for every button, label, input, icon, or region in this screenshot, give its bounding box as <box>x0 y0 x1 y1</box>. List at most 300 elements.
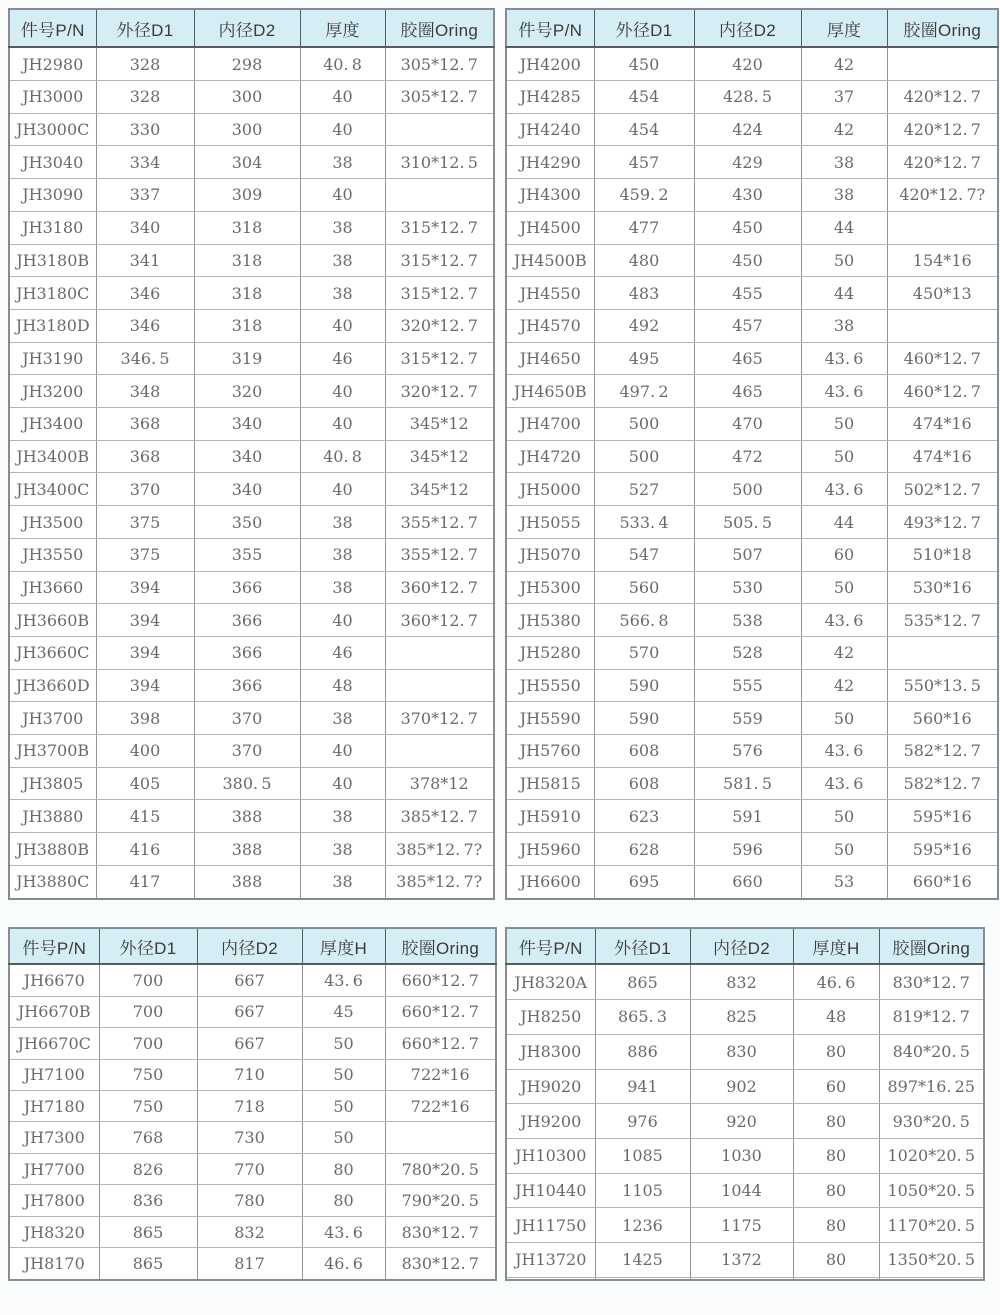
table-cell: 459. 2 <box>594 179 694 212</box>
table-cell: 608 <box>594 735 694 768</box>
table-cell: 495 <box>594 342 694 375</box>
table-cell: 48 <box>300 669 385 702</box>
table-cell: JH4700 <box>506 408 594 441</box>
table-cell: 1085 <box>595 1138 690 1173</box>
table-cell: 360*12. 7 <box>385 571 494 604</box>
table-cell: JH3400B <box>9 440 96 473</box>
column-header: 胶圈Oring <box>887 9 998 47</box>
table-cell: 830*12. 7 <box>879 964 984 1000</box>
table-cell: 886 <box>595 1034 690 1069</box>
table-row <box>506 277 998 310</box>
table-row <box>506 81 998 114</box>
column-header: 厚度 <box>801 9 887 47</box>
table-cell: 470 <box>694 408 801 441</box>
table-cell: 460*12. 7 <box>887 375 998 408</box>
table-row <box>9 408 494 441</box>
table-row <box>506 735 998 768</box>
table-cell: JH7800 <box>9 1185 99 1216</box>
table-cell: 320*12. 7 <box>385 309 494 342</box>
table-cell: 819*12. 7 <box>879 1000 984 1035</box>
table-row <box>9 309 494 342</box>
table-row <box>9 47 494 81</box>
table-cell: 80 <box>793 1208 879 1243</box>
table-cell: 865 <box>595 964 690 1000</box>
table-cell: 46 <box>300 636 385 669</box>
table-cell: 450*13 <box>887 277 998 310</box>
table-cell: JH4500B <box>506 244 594 277</box>
table-cell: JH5910 <box>506 800 594 833</box>
table-cell: 350 <box>194 506 300 539</box>
table-cell: 340 <box>194 440 300 473</box>
table-row <box>506 571 998 604</box>
table-cell: 667 <box>197 996 302 1027</box>
table-row <box>9 996 496 1027</box>
table-cell: JH4650 <box>506 342 594 375</box>
column-header: 厚度H <box>793 928 879 964</box>
table-cell: 355*12. 7 <box>385 506 494 539</box>
table-cell: 825 <box>690 1000 793 1035</box>
table-cell: JH7180 <box>9 1091 99 1122</box>
table-row <box>506 1208 984 1243</box>
table-cell: 375 <box>96 538 194 571</box>
table-row <box>506 604 998 637</box>
table-cell: 46. 6 <box>793 964 879 1000</box>
table-cell: 832 <box>690 964 793 1000</box>
table-cell <box>385 179 494 212</box>
table-cell: JH3180D <box>9 309 96 342</box>
table-cell: JH3000 <box>9 81 96 114</box>
table-cell: 660*12. 7 <box>385 1028 496 1059</box>
table-cell: 315*12. 7 <box>385 342 494 375</box>
table-cell: 420*12. 7 <box>887 113 998 146</box>
table-cell: 420*12. 7 <box>887 81 998 114</box>
table-cell: 535*12. 7 <box>887 604 998 637</box>
table-cell: JH3180B <box>9 244 96 277</box>
table-cell: 420*12. 7 <box>887 146 998 179</box>
table-cell: 865. 3 <box>595 1000 690 1035</box>
table-cell: JH4650B <box>506 375 594 408</box>
table-row <box>9 669 494 702</box>
table-cell: 38 <box>300 277 385 310</box>
table-row <box>506 1104 984 1139</box>
table-row <box>506 669 998 702</box>
table-row <box>506 1277 984 1280</box>
table-cell <box>887 47 998 81</box>
table-cell: JH5550 <box>506 669 594 702</box>
table-row <box>506 800 998 833</box>
table-cell: 346. 5 <box>96 342 194 375</box>
table-cell: 346 <box>96 309 194 342</box>
table-cell: JH9020 <box>506 1069 595 1104</box>
table-cell: 547 <box>594 538 694 571</box>
table-cell: 492 <box>594 309 694 342</box>
table-cell: 500 <box>594 408 694 441</box>
table-cell: 750 <box>99 1059 197 1090</box>
table-cell: 385*12. 7 <box>385 800 494 833</box>
table-row <box>9 735 494 768</box>
table-row <box>506 211 998 244</box>
table-cell: 318 <box>194 277 300 310</box>
table-cell: 42 <box>801 47 887 81</box>
table-cell: 50 <box>801 440 887 473</box>
column-header: 件号P/N <box>9 9 96 47</box>
table-row <box>9 81 494 114</box>
table-cell: JH8300 <box>506 1034 595 1069</box>
table-cell: JH7300 <box>9 1122 99 1153</box>
table-cell: 388 <box>194 800 300 833</box>
table-cell: 582*12. 7 <box>887 767 998 800</box>
table-cell: 560*16 <box>887 702 998 735</box>
table-cell: 43. 6 <box>801 342 887 375</box>
table-cell: 830 <box>690 1034 793 1069</box>
table-cell: 388 <box>194 865 300 899</box>
table-cell <box>385 669 494 702</box>
parts-table-bottom-right <box>505 927 985 1281</box>
column-header: 件号P/N <box>506 928 595 964</box>
table-cell: 315*12. 7 <box>385 277 494 310</box>
table-cell: 455 <box>694 277 801 310</box>
table-cell: 840*20. 5 <box>879 1034 984 1069</box>
table-cell: 315*12. 7 <box>385 244 494 277</box>
table-cell: 388 <box>194 833 300 866</box>
table-cell: 902 <box>690 1069 793 1104</box>
table-cell: 400 <box>96 735 194 768</box>
table-cell: JH3660B <box>9 604 96 637</box>
table-cell: 50 <box>302 1091 385 1122</box>
table-cell: 474*16 <box>887 408 998 441</box>
table-cell: 454 <box>594 81 694 114</box>
table-cell: JH3700B <box>9 735 96 768</box>
table-cell: 500 <box>694 473 801 506</box>
table-row <box>9 767 494 800</box>
table-row <box>506 1243 984 1278</box>
table-cell: 590 <box>594 669 694 702</box>
table-row <box>9 833 494 866</box>
table-row <box>9 1248 496 1280</box>
table-cell: 700 <box>99 1028 197 1059</box>
table-cell: 345*12 <box>385 440 494 473</box>
table-cell: JH3200 <box>9 375 96 408</box>
table-cell: 45 <box>302 996 385 1027</box>
table-cell: 40 <box>300 375 385 408</box>
table-cell: 43. 6 <box>801 473 887 506</box>
table-cell: JH5070 <box>506 538 594 571</box>
table-row <box>506 1069 984 1104</box>
table-cell: JH4300 <box>506 179 594 212</box>
table-cell: 976 <box>595 1104 690 1139</box>
table-cell: 43. 6 <box>801 735 887 768</box>
table-row <box>506 1000 984 1035</box>
column-header: 内径D2 <box>694 9 801 47</box>
table-row <box>9 1091 496 1122</box>
table-cell: 320*12. 7 <box>385 375 494 408</box>
table-cell: 1030 <box>690 1138 793 1173</box>
table-row <box>9 636 494 669</box>
parts-table-bottom-left <box>8 927 497 1281</box>
table-row <box>9 506 494 539</box>
table-cell: 722*16 <box>385 1059 496 1090</box>
table-row <box>506 408 998 441</box>
table-cell: 416 <box>96 833 194 866</box>
parts-table-top-left <box>8 8 495 900</box>
table-cell: 750 <box>99 1091 197 1122</box>
table-cell: 60 <box>793 1069 879 1104</box>
table-cell: 628 <box>594 833 694 866</box>
table-row <box>506 833 998 866</box>
column-header: 外径D1 <box>594 9 694 47</box>
table-cell: 1050*20. 5 <box>879 1173 984 1208</box>
table-cell: 830*12. 7 <box>385 1248 496 1280</box>
table-cell: 595*16 <box>887 800 998 833</box>
table-cell <box>793 1277 879 1280</box>
table-row <box>9 1122 496 1153</box>
table-cell: 378*12 <box>385 767 494 800</box>
table-cell: 718 <box>197 1091 302 1122</box>
table-cell: JH10300 <box>506 1138 595 1173</box>
table-cell: JH5000 <box>506 473 594 506</box>
table-cell: 832 <box>197 1216 302 1247</box>
table-cell: 493*12. 7 <box>887 506 998 539</box>
table-row <box>9 1216 496 1247</box>
table-row <box>506 342 998 375</box>
table-cell: JH5815 <box>506 767 594 800</box>
table-cell: 920 <box>690 1104 793 1139</box>
table-cell: 318 <box>194 309 300 342</box>
table-cell: 340 <box>194 408 300 441</box>
table-cell: 450 <box>694 211 801 244</box>
table-cell: JH8320A <box>506 964 595 1000</box>
table-cell: JH3000C <box>9 113 96 146</box>
table-row <box>9 571 494 604</box>
table-cell: JH5280 <box>506 636 594 669</box>
table-cell: JH8170 <box>9 1248 99 1280</box>
table-cell: 897*16. 25 <box>879 1069 984 1104</box>
table-cell: 472 <box>694 440 801 473</box>
table-row <box>506 47 998 81</box>
table-cell: 550*13. 5 <box>887 669 998 702</box>
table-cell: 465 <box>694 342 801 375</box>
table-cell: JH5055 <box>506 506 594 539</box>
table-cell: JH9200 <box>506 1104 595 1139</box>
table-cell: 80 <box>793 1243 879 1278</box>
table-cell: 80 <box>302 1185 385 1216</box>
table-cell: 40 <box>300 604 385 637</box>
column-header: 胶圈Oring <box>879 928 984 964</box>
table-row <box>506 538 998 571</box>
table-row <box>9 1059 496 1090</box>
table-row <box>506 865 998 899</box>
table-cell: 42 <box>801 113 887 146</box>
table-cell: JH4550 <box>506 277 594 310</box>
table-cell: 1044 <box>690 1173 793 1208</box>
table-cell: JH3880C <box>9 865 96 899</box>
column-header: 厚度H <box>302 928 385 964</box>
table-cell: 608 <box>594 767 694 800</box>
table-cell: 318 <box>194 211 300 244</box>
header-row <box>506 928 984 964</box>
table-cell: 660 <box>694 865 801 899</box>
table-cell: 38 <box>300 702 385 735</box>
table-cell: 780 <box>197 1185 302 1216</box>
table-cell: 385*12. 7? <box>385 833 494 866</box>
table-cell: 930*20. 5 <box>879 1104 984 1139</box>
table-cell: 450 <box>694 244 801 277</box>
column-header: 胶圈Oring <box>385 928 496 964</box>
table-cell: JH7100 <box>9 1059 99 1090</box>
table-cell: 40. 8 <box>300 47 385 81</box>
table-cell: 695 <box>594 865 694 899</box>
table-cell: JH4290 <box>506 146 594 179</box>
table-cell: 368 <box>96 408 194 441</box>
table-cell: 394 <box>96 669 194 702</box>
table-cell <box>595 1277 690 1280</box>
table-cell: 836 <box>99 1185 197 1216</box>
column-header: 外径D1 <box>96 9 194 47</box>
table-cell: 865 <box>99 1216 197 1247</box>
table-cell: JH6670 <box>9 964 99 996</box>
table-cell: 320 <box>194 375 300 408</box>
table-cell: 465 <box>694 375 801 408</box>
column-header: 厚度 <box>300 9 385 47</box>
table-cell: 454 <box>594 113 694 146</box>
table-cell: 660*12. 7 <box>385 996 496 1027</box>
table-cell: 330 <box>96 113 194 146</box>
table-cell: 700 <box>99 964 197 996</box>
table-cell: 80 <box>793 1104 879 1139</box>
table-cell: 48 <box>793 1000 879 1035</box>
table-cell: 428. 5 <box>694 81 801 114</box>
table-cell: 581. 5 <box>694 767 801 800</box>
table-cell: JH3660D <box>9 669 96 702</box>
table-cell <box>506 1277 595 1280</box>
table-cell: 560 <box>594 571 694 604</box>
table-row <box>506 179 998 212</box>
table-cell: 366 <box>194 669 300 702</box>
table-cell: 38 <box>300 506 385 539</box>
column-header: 胶圈Oring <box>385 9 494 47</box>
table-cell: 817 <box>197 1248 302 1280</box>
table-cell: 318 <box>194 244 300 277</box>
column-header: 内径D2 <box>690 928 793 964</box>
table-cell: 40 <box>300 113 385 146</box>
table-cell: 370 <box>96 473 194 506</box>
table-cell: JH3190 <box>9 342 96 375</box>
table-cell: JH3880 <box>9 800 96 833</box>
table-cell: JH5590 <box>506 702 594 735</box>
header-row <box>9 928 496 964</box>
table-cell: 394 <box>96 604 194 637</box>
table-cell: 477 <box>594 211 694 244</box>
table-cell: JH4500 <box>506 211 594 244</box>
table-row <box>9 800 494 833</box>
table-cell: 348 <box>96 375 194 408</box>
table-cell: 538 <box>694 604 801 637</box>
table-cell: 566. 8 <box>594 604 694 637</box>
column-header: 件号P/N <box>506 9 594 47</box>
table-cell: 429 <box>694 146 801 179</box>
table-row <box>9 604 494 637</box>
table-row <box>506 309 998 342</box>
table-cell: 43. 6 <box>801 375 887 408</box>
table-cell: 44 <box>801 277 887 310</box>
table-cell <box>385 113 494 146</box>
table-cell: 50 <box>801 702 887 735</box>
table-cell: 770 <box>197 1153 302 1184</box>
table-cell: 865 <box>99 1248 197 1280</box>
table-cell: 385*12. 7? <box>385 865 494 899</box>
table-cell: 334 <box>96 146 194 179</box>
table-cell: 502*12. 7 <box>887 473 998 506</box>
table-row <box>506 964 984 1000</box>
table-row <box>9 146 494 179</box>
table-cell: 53 <box>801 865 887 899</box>
table-cell: 50 <box>801 833 887 866</box>
table-cell: JH3400C <box>9 473 96 506</box>
table-row <box>506 506 998 539</box>
column-header: 件号P/N <box>9 928 99 964</box>
table-row <box>9 473 494 506</box>
table-row <box>9 277 494 310</box>
table-row <box>506 146 998 179</box>
table-cell: 40 <box>300 767 385 800</box>
table-cell: 38 <box>300 800 385 833</box>
table-cell: 38 <box>801 146 887 179</box>
column-header: 外径D1 <box>99 928 197 964</box>
table-cell: JH3805 <box>9 767 96 800</box>
table-cell: 50 <box>801 244 887 277</box>
table-cell: 660*12. 7 <box>385 964 496 996</box>
table-cell: 50 <box>302 1028 385 1059</box>
table-cell: JH13720 <box>506 1243 595 1278</box>
table-cell: 340 <box>194 473 300 506</box>
table-cell: JH3180C <box>9 277 96 310</box>
table-cell: 500 <box>594 440 694 473</box>
table-row <box>9 342 494 375</box>
table-cell: 38 <box>300 538 385 571</box>
table-cell: 40 <box>300 473 385 506</box>
table-cell: 424 <box>694 113 801 146</box>
table-cell: JH3700 <box>9 702 96 735</box>
table-cell: 319 <box>194 342 300 375</box>
table-cell: 366 <box>194 636 300 669</box>
table-cell: JH6670B <box>9 996 99 1027</box>
table-cell: 667 <box>197 1028 302 1059</box>
table-cell: 710 <box>197 1059 302 1090</box>
table-cell: 595*16 <box>887 833 998 866</box>
table-cell: 450 <box>594 47 694 81</box>
table-cell: 345*12 <box>385 408 494 441</box>
table-row <box>506 440 998 473</box>
table-cell: 505. 5 <box>694 506 801 539</box>
table-row <box>9 244 494 277</box>
table-cell: 417 <box>96 865 194 899</box>
table-cell: JH3090 <box>9 179 96 212</box>
table-row <box>506 1173 984 1208</box>
table-cell: 341 <box>96 244 194 277</box>
table-cell: 305*12. 7 <box>385 47 494 81</box>
table-cell: 582*12. 7 <box>887 735 998 768</box>
table-cell: 398 <box>96 702 194 735</box>
table-cell: JH3660 <box>9 571 96 604</box>
table-row <box>506 113 998 146</box>
table-cell: 660*16 <box>887 865 998 899</box>
table-cell: 1425 <box>595 1243 690 1278</box>
table-row <box>9 865 494 899</box>
column-header: 内径D2 <box>194 9 300 47</box>
table-cell <box>385 636 494 669</box>
table-cell: 50 <box>302 1059 385 1090</box>
table-cell: JH10440 <box>506 1173 595 1208</box>
